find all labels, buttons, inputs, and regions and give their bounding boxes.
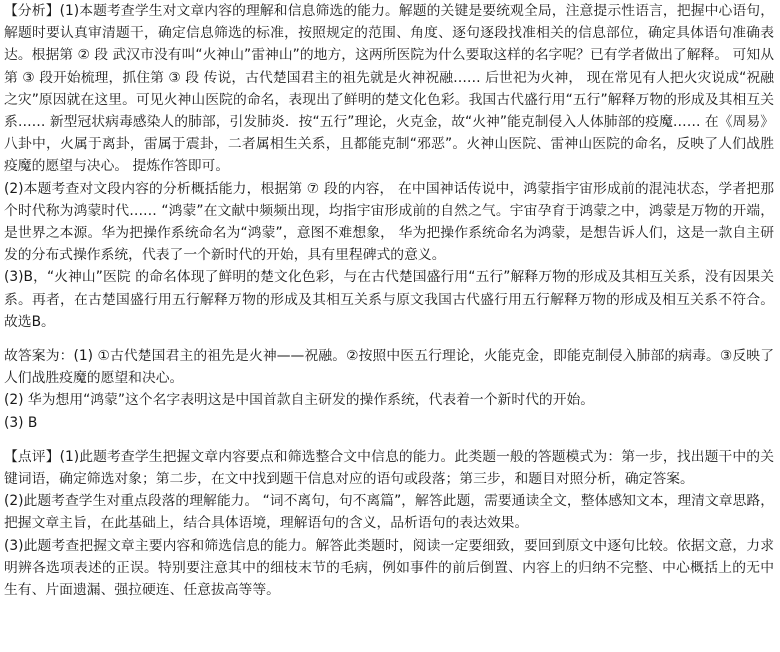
comment-paragraph-1: 【点评】(1)此题考查学生把握文章内容要点和筛选整合文中信息的能力。此类题一般的答题模式为：第一步，找出题干中的关键词语，确定筛选对象；第二步，在文中找到题干信息对应的语句或段落；第三步，和题目对照分析，确定答案。 — [4, 448, 774, 488]
comment-paragraph-2: (2)此题考查学生对重点段落的理解能力。 “词不离句，句不离篇”，解答此题，需要通读全文，整体感知文本，理清文章思路，把握文章主旨，在此基础上，结合具体语境，理解语句的含义，品析语句的表达效果。 — [4, 493, 774, 532]
section-spacer — [4, 434, 774, 446]
analysis-paragraph-2: (2)本题考查对文段内容的分析概括能力，根据第 ⑦ 段的内容， 在中国神话传说中，鸿蒙指宇宙形成前的混沌状态，学者把那个时代称为鸿蒙时代…… “鸿蒙”在文献中频频出现，均指宇宙形成前的自然之气。宇宙孕育于鸿蒙之中，鸿蒙是万物的开端，是世界之本源。华为把操作系统命名为“鸿蒙”，意图不难想象， 华为把操作系统命名为鸿蒙，是想告诉人们，这是一款自主研发的分布式操作系统，代表了一个新时代的开始，具有里程碑式的意义。 — [4, 180, 774, 264]
comment-section — [4, 446, 774, 601]
answer-line-3: (3) B — [4, 414, 38, 431]
section-spacer — [4, 333, 774, 345]
answer-line-2: (2) 华为想用“鸿蒙”这个名字表明这是中国首款自主研发的操作系统，代表着一个新时代的开始。 — [4, 392, 595, 409]
answer-line-1: 故答案为：(1) ①古代楚国君主的祖先是火神——祝融。②按照中医五行理论，火能克金，即能克制侵入肺部的病毒。③反映了人们战胜疫魔的愿望和决心。 — [4, 348, 774, 387]
analysis-paragraph-1: 【分析】(1)本题考查学生对文章内容的理解和信息筛选的能力。解题的关键是要统观全局，注意提示性语言，把握中心语句，解题时要认真审清题干，确定信息筛选的标准，按照规定的范围、角度、逐句逐段找准相关的信息部位，确定具体语句准确表达。根据第 ② 段 武汉市没有叫“火神山”雷神山”的地方，这两所医院为什么要取这样的名字呢？已有学者做出了解释。 可知从第 ③ 段开始梳理，抓住第 ③ 段 传说，古代楚国君主的祖先就是火神祝融…… 后世祀为火神， 现在常见有人把火灾说成“祝融之灾”原因就在这里。可见火神山医院的命名，表现出了鲜明的楚文化色彩。我国古代盛行用“五行”解释万物的形成及其相互关系…… 新型冠状病毒感染人的肺部，引发肺炎．按“五行”理论，火克金，故“火神”能克制侵入人体肺部的疫魔…… 在《周易》八卦中，火属于离卦，雷属于震卦，二者属相生关系，且都能克制“邪恶”。火神山医院、雷神山医院的命名，反映了人们战胜疫魔的愿望与决心。 提炼作答即可。 — [4, 3, 774, 175]
answer-section — [4, 345, 774, 434]
analysis-section — [4, 0, 774, 333]
analysis-paragraph-3: (3)B，“火神山”医院 的命名体现了鲜明的楚文化色彩，与在古代楚国盛行用“五行”解释万物的形成及其相互关系，没有因果关系。再者，在古楚国盛行用五行解释万物的形成及其相互关系与原文我国古代盛行用五行解释万物的形成及相互关系不符合。故选B。 — [4, 269, 774, 330]
comment-paragraph-3: (3)此题考查把握文章主要内容和筛选信息的能力。解答此类题时，阅读一定要细致，要回到原文中逐句比较。依据文意，力求明辨各选项表述的正误。特别要注意其中的细枝末节的毛病，例如事件的前后倒置、内容上的归纳不完整、中心概括上的无中生有、片面遗漏、强拉硬连、任意拔高等等。 — [4, 537, 774, 599]
